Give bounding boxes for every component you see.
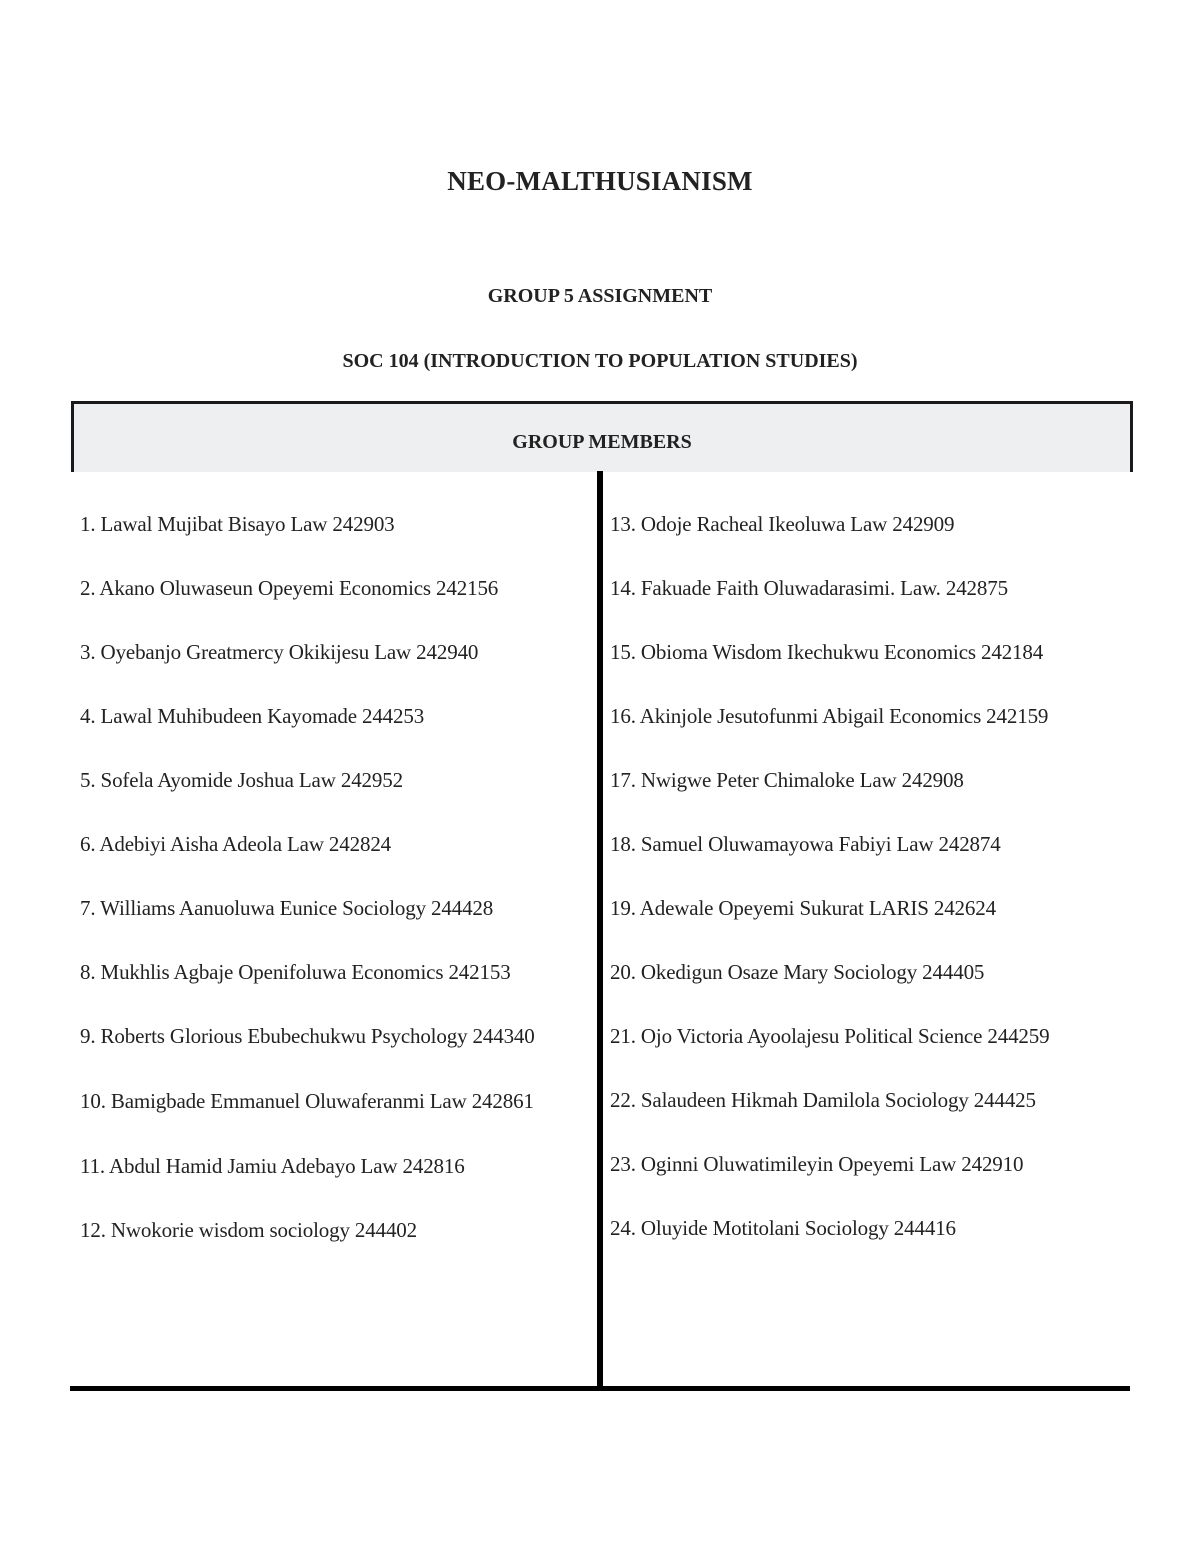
- member-item: 20. Okedigun Osaze Mary Sociology 244405: [610, 960, 985, 984]
- member-item: 11. Abdul Hamid Jamiu Adebayo Law 242816: [80, 1154, 465, 1178]
- member-item: 1. Lawal Mujibat Bisayo Law 242903: [80, 512, 395, 536]
- member-item: 21. Ojo Victoria Ayoolajesu Political Science 244259: [610, 1024, 1050, 1048]
- member-item: 5. Sofela Ayomide Joshua Law 242952: [80, 768, 403, 792]
- member-item: 3. Oyebanjo Greatmercy Okikijesu Law 242940: [80, 640, 479, 664]
- member-item: 19. Adewale Opeyemi Sukurat LARIS 242624: [610, 896, 996, 920]
- member-item: 12. Nwokorie wisdom sociology 244402: [80, 1218, 417, 1242]
- member-item: 4. Lawal Muhibudeen Kayomade 244253: [80, 704, 425, 728]
- member-item: 10. Bamigbade Emmanuel Oluwaferanmi Law 242861: [80, 1089, 534, 1113]
- member-item: 14. Fakuade Faith Oluwadarasimi. Law. 242875: [610, 576, 1008, 600]
- bottom-rule: [70, 1386, 1130, 1391]
- member-item: 16. Akinjole Jesutofunmi Abigail Economics 242159: [610, 704, 1049, 728]
- course-label: SOC 104 (INTRODUCTION TO POPULATION STUDIES): [342, 350, 858, 372]
- column-divider: [597, 471, 603, 1391]
- member-item: 23. Oginni Oluwatimileyin Opeyemi Law 242910: [610, 1152, 1024, 1176]
- member-item: 18. Samuel Oluwamayowa Fabiyi Law 242874: [610, 832, 1001, 856]
- members-list-right: [610, 504, 1125, 1272]
- member-item: 13. Odoje Racheal Ikeoluwa Law 242909: [610, 512, 955, 536]
- member-item: 8. Mukhlis Agbaje Openifoluwa Economics 242153: [80, 960, 511, 984]
- member-item: 2. Akano Oluwaseun Opeyemi Economics 242156: [80, 576, 499, 600]
- group-assignment-label: GROUP 5 ASSIGNMENT: [487, 285, 713, 307]
- members-list-left: [80, 504, 585, 1274]
- member-item: 15. Obioma Wisdom Ikechukwu Economics 242184: [610, 640, 1044, 664]
- member-item: 9. Roberts Glorious Ebubechukwu Psychology 244340: [80, 1024, 535, 1048]
- group-members-header: [71, 401, 1133, 472]
- member-item: 24. Oluyide Motitolani Sociology 244416: [610, 1216, 956, 1240]
- member-item: 17. Nwigwe Peter Chimaloke Law 242908: [610, 768, 964, 792]
- member-item: 22. Salaudeen Hikmah Damilola Sociology 244425: [610, 1088, 1036, 1112]
- member-item: 7. Williams Aanuoluwa Eunice Sociology 244428: [80, 896, 494, 920]
- group-members-heading: GROUP MEMBERS: [512, 431, 692, 453]
- document-title: NEO-MALTHUSIANISM: [447, 166, 753, 196]
- member-item: 6. Adebiyi Aisha Adeola Law 242824: [80, 832, 392, 856]
